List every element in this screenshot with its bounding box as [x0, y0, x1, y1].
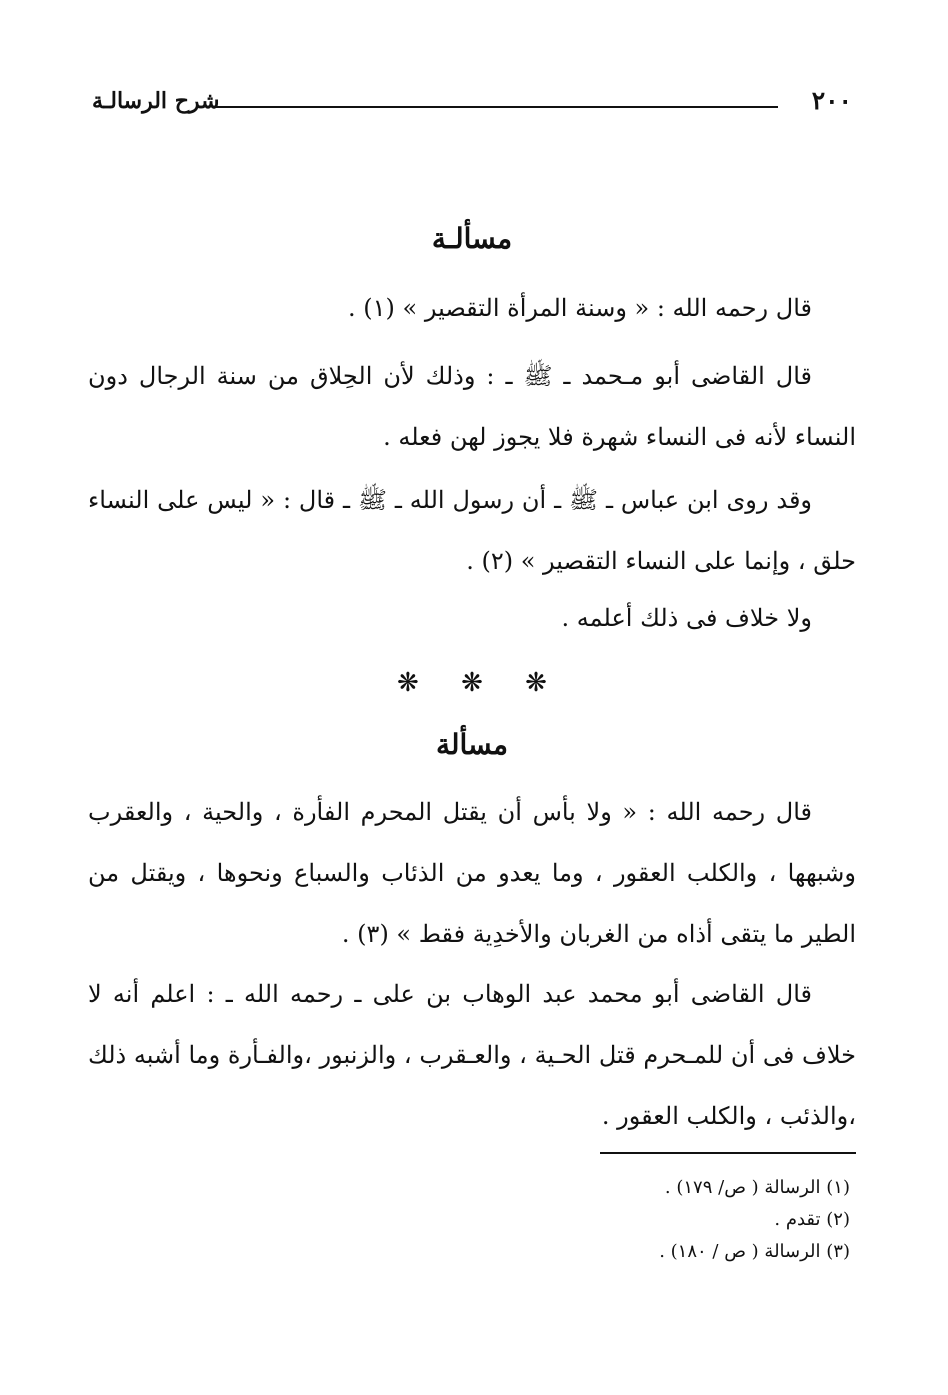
- paragraph-text: قال القاضى أبو محمد عبد الوهاب بن على ـ رحمه الله ـ : اعلم أنه لا خلاف فى أن للمـحرم قتل الحـية ، والعـقرب ، والزنبور ،والفـأرة وما أشبه ذلك ،والذئب ، والكلب العقور .: [88, 980, 856, 1130]
- footnote-1: (١) الرسالة ( ص/ ١٧٩) .: [664, 1177, 850, 1198]
- paragraph-text: قال رحمه الله : « ولا بأس أن يقتل المحرم الفأرة ، والحية ، والعقرب وشبهها ، والكلب العقور ، وما يعدو من الذئاب والسباع ونحوها ، ويقتل من الطير ما يتقى أذاه من الغربان والأخدِية فقط » (٣) .: [88, 798, 856, 948]
- paragraph-text: ولا خلاف فى ذلك أعلمه .: [561, 604, 812, 632]
- footnote-3: (٣) الرسالة ( ص / ١٨٠) .: [659, 1241, 850, 1262]
- footnote-rule: [600, 1152, 856, 1154]
- section-title-2: مسألة: [435, 728, 509, 761]
- paragraph: [88, 470, 856, 592]
- header-rule: [216, 106, 778, 108]
- paragraph-text: قال رحمه الله : « وسنة المرأة التقصير » (١) .: [348, 294, 812, 322]
- book-title: شرح الرسالـة: [92, 88, 220, 114]
- paragraph-text: وقد روى ابن عباس ـ ﷺ ـ أن رسول الله ـ ﷺ ـ قال : « ليس على النساء حلق ، وإنما على النساء التقصير » (٢) .: [88, 486, 856, 575]
- paragraph: [88, 278, 856, 339]
- paragraph-text: قال القاضى أبو مـحمد ـ ﷺ ـ : وذلك لأن الحِلاق من سنة الرجال دون النساء لأنه فى النساء شهرة فلا يجوز لهن فعله .: [88, 362, 856, 451]
- paragraph: [88, 964, 856, 1147]
- footnote-2: (٢) تقدم .: [774, 1209, 850, 1230]
- paragraph: [88, 346, 856, 468]
- page-header: [92, 84, 852, 124]
- footnotes: [150, 1172, 850, 1268]
- section-separator: ❋ ❋ ❋: [397, 668, 547, 698]
- section-title-1: مسألـة: [431, 222, 513, 255]
- paragraph: [88, 588, 856, 649]
- paragraph: [88, 782, 856, 965]
- page-number: ٢٠٠: [811, 86, 852, 115]
